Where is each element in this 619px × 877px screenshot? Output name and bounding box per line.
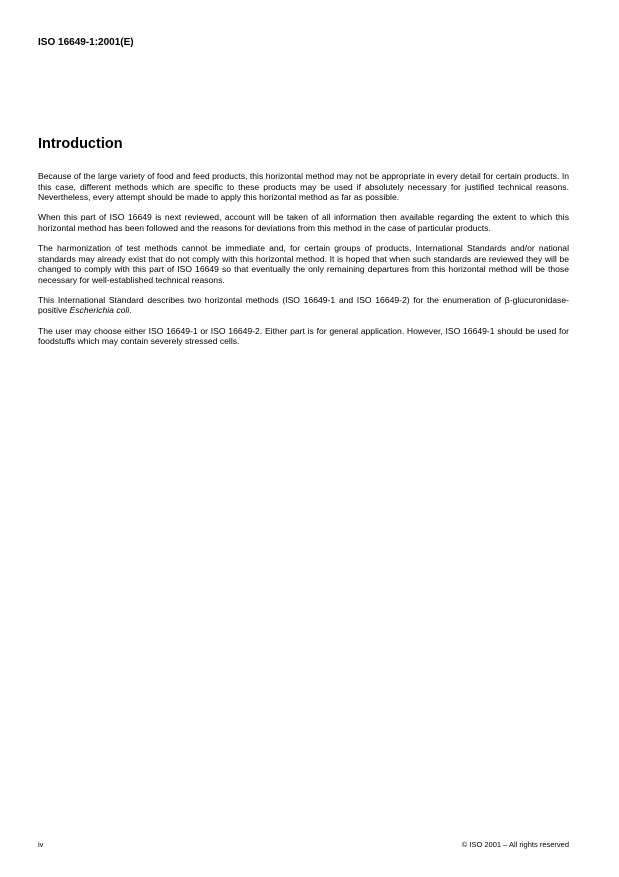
paragraph-2: When this part of ISO 16649 is next reviewed, account will be taken of all information then available regarding the extent to which this horizontal method has been followed and the reasons for deviations from this method in the case of particular products. xyxy=(38,212,569,233)
paragraph-4-text: This International Standard describes two horizontal methods (ISO 16649-1 and ISO 16649-2) for the enumeration of β-glucuronidase-positive xyxy=(38,294,569,316)
body-text xyxy=(38,171,569,356)
paragraph-1: Because of the large variety of food and feed products, this horizontal method may not be appropriate in every detail for certain products. In this case, different methods which are specific to these products may be used if absolutely necessary for justified technical reasons. Nevertheless, every attempt should be made to apply this horizontal method as far as possible. xyxy=(38,171,569,203)
document-id: ISO 16649-1:2001(E) xyxy=(38,37,134,48)
section-heading: Introduction xyxy=(38,136,123,152)
paragraph-3: The harmonization of test methods cannot be immediate and, for certain groups of products, International Standards and/or national standards may already exist that do not comply with this horizontal method. It is hoped that when such standards are reviewed they will be changed to comply with this part of ISO 16649 so that eventually the only remaining departures from this horizontal method will be those necessary for well-established technical reasons. xyxy=(38,242,569,285)
paragraph-4 xyxy=(38,295,569,316)
copyright-notice: © ISO 2001 – All rights reserved xyxy=(461,840,569,849)
paragraph-5: The user may choose either ISO 16649-1 or ISO 16649-2. Either part is for general application. However, ISO 16649-1 should be used for foodstuffs which may contain severely stressed cells. xyxy=(38,325,569,347)
page-number: iv xyxy=(38,840,44,849)
paragraph-4-end: . xyxy=(129,305,132,316)
species-name: Escherichia coli xyxy=(69,305,130,316)
